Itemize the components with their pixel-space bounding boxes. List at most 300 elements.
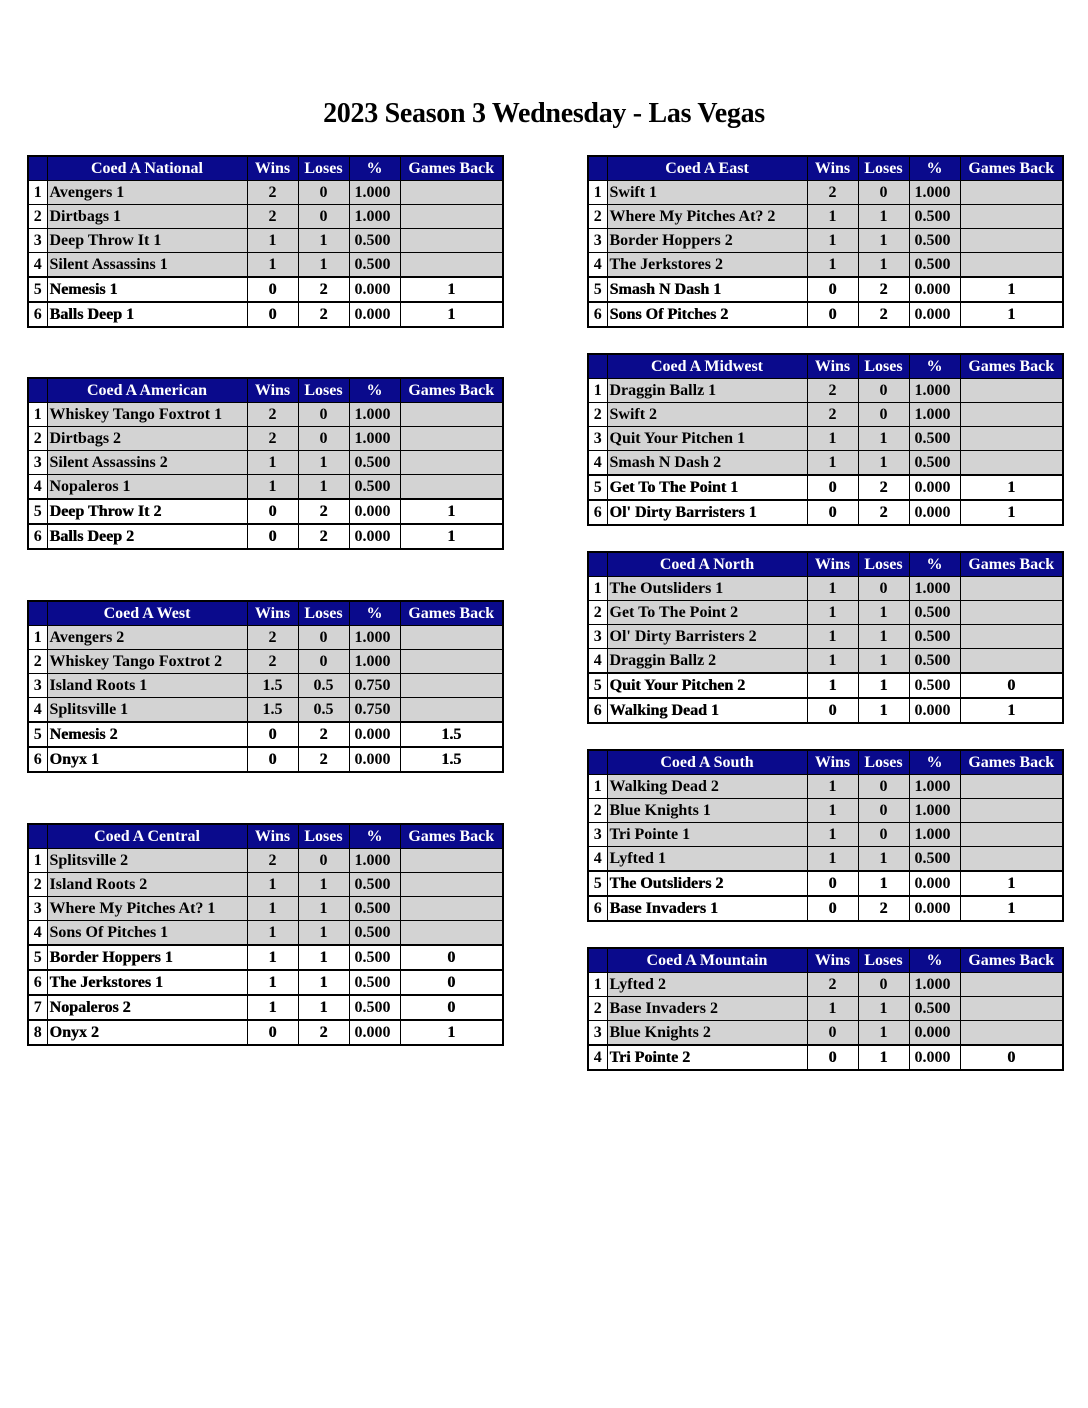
games-back-value [960, 379, 1063, 403]
wins-header: Wins [247, 824, 298, 849]
table-row [588, 973, 1063, 997]
table-row [28, 229, 503, 253]
table-row [588, 698, 1063, 723]
wins-value: 0 [807, 475, 858, 500]
team-name: Dirtbags 1 [47, 205, 247, 229]
pct-value: 0.000 [909, 475, 960, 500]
wins-value: 0 [247, 499, 298, 524]
team-name: Base Invaders 1 [607, 896, 807, 921]
team-name: Nopaleros 2 [47, 995, 247, 1020]
rank-cell: 5 [588, 871, 607, 896]
table-row [588, 427, 1063, 451]
rank-cell: 6 [588, 500, 607, 525]
games-back-value: 1 [960, 277, 1063, 302]
team-name: Blue Knights 2 [607, 1021, 807, 1046]
games-back-value [960, 205, 1063, 229]
loses-value: 1 [298, 475, 349, 500]
division-name: Coed A National [47, 156, 247, 181]
division-name: Coed A Mountain [607, 948, 807, 973]
wins-value: 0 [247, 747, 298, 772]
loses-value: 0 [858, 775, 909, 799]
games-back-value [960, 799, 1063, 823]
rank-cell: 2 [588, 997, 607, 1021]
loses-value: 1 [298, 945, 349, 970]
table-row [588, 500, 1063, 525]
games-back-header: Games Back [960, 354, 1063, 379]
loses-value: 0 [858, 973, 909, 997]
table-row [588, 1021, 1063, 1046]
pct-value: 0.500 [909, 229, 960, 253]
team-name: Get To The Point 1 [607, 475, 807, 500]
rank-cell: 2 [28, 205, 47, 229]
pct-value: 1.000 [909, 181, 960, 205]
games-back-header: Games Back [400, 156, 503, 181]
pct-value: 1.000 [349, 181, 400, 205]
team-name: Draggin Ballz 2 [607, 649, 807, 674]
team-name: Splitsville 1 [47, 698, 247, 723]
loses-value: 0 [298, 181, 349, 205]
wins-value: 1 [807, 205, 858, 229]
pct-value: 0.000 [349, 747, 400, 772]
games-back-value [960, 181, 1063, 205]
wins-value: 1.5 [247, 674, 298, 698]
division-name: Coed A West [47, 601, 247, 626]
team-name: Quit Your Pitchen 1 [607, 427, 807, 451]
table-row [588, 871, 1063, 896]
pct-value: 1.000 [909, 403, 960, 427]
loses-header: Loses [858, 750, 909, 775]
rank-header [588, 354, 607, 379]
wins-value: 1 [807, 673, 858, 698]
loses-value: 0 [298, 403, 349, 427]
table-row [28, 499, 503, 524]
games-back-value [960, 625, 1063, 649]
rank-cell: 4 [588, 847, 607, 872]
wins-value: 0 [807, 1021, 858, 1046]
games-back-value [960, 997, 1063, 1021]
rank-cell: 3 [588, 823, 607, 847]
pct-header: % [909, 948, 960, 973]
division-name: Coed A North [607, 552, 807, 577]
table-row [588, 229, 1063, 253]
rank-header [28, 378, 47, 403]
rank-cell: 1 [588, 577, 607, 601]
pct-header: % [349, 601, 400, 626]
wins-header: Wins [247, 156, 298, 181]
table-row [588, 649, 1063, 674]
rank-cell: 1 [588, 181, 607, 205]
pct-value: 1.000 [349, 650, 400, 674]
wins-value: 1 [807, 799, 858, 823]
rank-header [588, 948, 607, 973]
table-row [28, 722, 503, 747]
team-name: Where My Pitches At? 1 [47, 897, 247, 921]
wins-value: 2 [247, 650, 298, 674]
loses-value: 1 [298, 970, 349, 995]
pct-header: % [909, 354, 960, 379]
games-back-value [960, 577, 1063, 601]
loses-value: 1 [858, 673, 909, 698]
wins-value: 2 [247, 427, 298, 451]
wins-value: 2 [247, 849, 298, 873]
team-name: Deep Throw It 2 [47, 499, 247, 524]
team-name: Tri Pointe 1 [607, 823, 807, 847]
table-row [28, 451, 503, 475]
loses-value: 1 [298, 873, 349, 897]
wins-value: 2 [807, 403, 858, 427]
wins-value: 0 [807, 302, 858, 327]
team-name: Walking Dead 1 [607, 698, 807, 723]
team-name: Ol' Dirty Barristers 2 [607, 625, 807, 649]
rank-cell: 3 [28, 451, 47, 475]
rank-header [588, 750, 607, 775]
team-name: Smash N Dash 2 [607, 451, 807, 476]
loses-value: 0 [298, 849, 349, 873]
rank-cell: 8 [28, 1020, 47, 1045]
standings-table-coed-a-national [27, 155, 504, 328]
loses-value: 0 [858, 379, 909, 403]
pct-value: 0.000 [909, 871, 960, 896]
loses-value: 1 [858, 847, 909, 872]
wins-value: 1 [247, 873, 298, 897]
loses-value: 2 [858, 277, 909, 302]
games-back-value [400, 698, 503, 723]
table-row [588, 253, 1063, 278]
wins-value: 1 [247, 475, 298, 500]
team-name: Swift 1 [607, 181, 807, 205]
games-back-value: 1 [960, 500, 1063, 525]
rank-cell: 7 [28, 995, 47, 1020]
team-name: The Jerkstores 2 [607, 253, 807, 278]
table-row [28, 524, 503, 549]
loses-value: 1 [858, 229, 909, 253]
table-row [28, 1020, 503, 1045]
rank-header [28, 824, 47, 849]
rank-cell: 4 [588, 451, 607, 476]
rank-cell: 4 [28, 253, 47, 278]
wins-value: 1 [807, 577, 858, 601]
wins-value: 1.5 [247, 698, 298, 723]
pct-value: 0.000 [349, 524, 400, 549]
standings-table-coed-a-mountain [587, 947, 1064, 1071]
loses-value: 2 [858, 500, 909, 525]
wins-value: 0 [247, 722, 298, 747]
pct-value: 1.000 [909, 799, 960, 823]
games-back-value: 1 [960, 302, 1063, 327]
games-back-value [400, 427, 503, 451]
wins-value: 2 [807, 379, 858, 403]
standings-table-coed-a-north [587, 551, 1064, 724]
team-name: Balls Deep 2 [47, 524, 247, 549]
team-name: Sons Of Pitches 2 [607, 302, 807, 327]
pct-value: 0.500 [349, 873, 400, 897]
loses-value: 1 [858, 601, 909, 625]
loses-value: 0 [858, 799, 909, 823]
pct-value: 1.000 [909, 775, 960, 799]
page-title: 2023 Season 3 Wednesday - Las Vegas [323, 98, 765, 129]
wins-value: 0 [807, 277, 858, 302]
rank-cell: 6 [28, 302, 47, 327]
games-back-header: Games Back [960, 750, 1063, 775]
team-name: Walking Dead 2 [607, 775, 807, 799]
pct-value: 0.000 [909, 1045, 960, 1070]
rank-cell: 3 [28, 229, 47, 253]
rank-cell: 3 [28, 674, 47, 698]
wins-value: 1 [807, 775, 858, 799]
games-back-value [960, 847, 1063, 872]
loses-value: 0 [858, 181, 909, 205]
wins-value: 1 [247, 229, 298, 253]
table-row [28, 873, 503, 897]
table-row [28, 698, 503, 723]
loses-header: Loses [858, 354, 909, 379]
team-name: Whiskey Tango Foxtrot 1 [47, 403, 247, 427]
rank-cell: 6 [28, 747, 47, 772]
games-back-value [400, 403, 503, 427]
wins-value: 2 [247, 205, 298, 229]
loses-value: 0.5 [298, 698, 349, 723]
table-row [588, 601, 1063, 625]
games-back-header: Games Back [400, 824, 503, 849]
loses-value: 1 [858, 1021, 909, 1046]
games-back-value [400, 873, 503, 897]
table-row [28, 475, 503, 500]
table-row [28, 945, 503, 970]
games-back-value: 1.5 [400, 722, 503, 747]
table-row [28, 849, 503, 873]
loses-header: Loses [298, 378, 349, 403]
table-row [28, 253, 503, 278]
loses-value: 1 [858, 871, 909, 896]
games-back-value: 1.5 [400, 747, 503, 772]
wins-value: 1 [247, 451, 298, 475]
header-row [588, 354, 1063, 379]
table-row [588, 847, 1063, 872]
pct-value: 0.500 [349, 229, 400, 253]
team-name: Swift 2 [607, 403, 807, 427]
games-back-value: 1 [960, 896, 1063, 921]
games-back-value [960, 1021, 1063, 1046]
team-name: Whiskey Tango Foxtrot 2 [47, 650, 247, 674]
team-name: Balls Deep 1 [47, 302, 247, 327]
loses-value: 0 [298, 626, 349, 650]
wins-value: 0 [807, 698, 858, 723]
pct-value: 1.000 [909, 577, 960, 601]
loses-value: 1 [298, 995, 349, 1020]
games-back-value [400, 650, 503, 674]
team-name: Border Hoppers 1 [47, 945, 247, 970]
team-name: Base Invaders 2 [607, 997, 807, 1021]
division-name: Coed A American [47, 378, 247, 403]
team-name: Quit Your Pitchen 2 [607, 673, 807, 698]
pct-value: 1.000 [349, 427, 400, 451]
table-row [28, 302, 503, 327]
table-row [588, 896, 1063, 921]
games-back-value: 1 [400, 302, 503, 327]
pct-value: 0.500 [909, 649, 960, 674]
pct-value: 0.500 [909, 673, 960, 698]
pct-header: % [909, 552, 960, 577]
games-back-value [960, 601, 1063, 625]
team-name: Splitsville 2 [47, 849, 247, 873]
table-row [588, 277, 1063, 302]
pct-value: 1.000 [909, 379, 960, 403]
rank-cell: 5 [28, 277, 47, 302]
rank-cell: 1 [28, 849, 47, 873]
wins-value: 0 [807, 871, 858, 896]
header-row [28, 601, 503, 626]
team-name: Nemesis 2 [47, 722, 247, 747]
rank-cell: 2 [28, 650, 47, 674]
table-row [588, 775, 1063, 799]
loses-value: 2 [298, 499, 349, 524]
standings-table-coed-a-west [27, 600, 504, 773]
rank-cell: 4 [588, 649, 607, 674]
games-back-value: 0 [960, 1045, 1063, 1070]
division-name: Coed A South [607, 750, 807, 775]
rank-cell: 5 [28, 945, 47, 970]
wins-value: 1 [807, 601, 858, 625]
division-name: Coed A Midwest [607, 354, 807, 379]
rank-cell: 3 [588, 229, 607, 253]
table-row [588, 205, 1063, 229]
rank-cell: 4 [588, 253, 607, 278]
loses-value: 2 [298, 277, 349, 302]
wins-value: 2 [247, 181, 298, 205]
rank-cell: 1 [588, 775, 607, 799]
rank-cell: 2 [588, 799, 607, 823]
wins-header: Wins [247, 601, 298, 626]
rank-cell: 1 [588, 973, 607, 997]
rank-cell: 5 [588, 277, 607, 302]
loses-value: 1 [298, 253, 349, 278]
loses-value: 2 [298, 524, 349, 549]
games-back-header: Games Back [400, 378, 503, 403]
loses-header: Loses [298, 601, 349, 626]
wins-value: 0 [247, 302, 298, 327]
rank-cell: 5 [588, 673, 607, 698]
pct-value: 0.500 [349, 945, 400, 970]
pct-value: 1.000 [909, 823, 960, 847]
pct-value: 1.000 [909, 973, 960, 997]
rank-cell: 6 [588, 302, 607, 327]
loses-value: 2 [298, 1020, 349, 1045]
rank-cell: 5 [28, 499, 47, 524]
loses-value: 1 [858, 427, 909, 451]
header-row [588, 552, 1063, 577]
pct-value: 0.000 [909, 500, 960, 525]
pct-value: 0.000 [909, 302, 960, 327]
table-row [588, 302, 1063, 327]
games-back-value [400, 674, 503, 698]
games-back-value [960, 403, 1063, 427]
games-back-value [400, 451, 503, 475]
loses-value: 1 [298, 451, 349, 475]
rank-cell: 5 [28, 722, 47, 747]
games-back-value: 1 [960, 698, 1063, 723]
pct-value: 0.500 [349, 475, 400, 500]
wins-header: Wins [807, 948, 858, 973]
table-row [28, 970, 503, 995]
loses-value: 1 [298, 229, 349, 253]
games-back-value [960, 649, 1063, 674]
team-name: Tri Pointe 2 [607, 1045, 807, 1070]
table-row [588, 799, 1063, 823]
rank-header [588, 552, 607, 577]
loses-header: Loses [858, 948, 909, 973]
pct-value: 1.000 [349, 205, 400, 229]
team-name: Smash N Dash 1 [607, 277, 807, 302]
loses-value: 0 [858, 403, 909, 427]
pct-header: % [909, 750, 960, 775]
wins-value: 0 [807, 500, 858, 525]
table-row [588, 451, 1063, 476]
games-back-value [960, 229, 1063, 253]
pct-value: 0.500 [909, 253, 960, 278]
games-back-value [960, 823, 1063, 847]
pct-value: 1.000 [349, 626, 400, 650]
team-name: Ol' Dirty Barristers 1 [607, 500, 807, 525]
loses-value: 0.5 [298, 674, 349, 698]
standings-table-coed-a-american [27, 377, 504, 550]
pct-value: 0.500 [909, 205, 960, 229]
division-name: Coed A Central [47, 824, 247, 849]
pct-header: % [909, 156, 960, 181]
team-name: Sons Of Pitches 1 [47, 921, 247, 946]
team-name: The Outsliders 1 [607, 577, 807, 601]
rank-cell: 4 [28, 921, 47, 946]
pct-header: % [349, 378, 400, 403]
games-back-value: 1 [400, 524, 503, 549]
table-row [588, 475, 1063, 500]
rank-cell: 4 [28, 475, 47, 500]
pct-value: 0.750 [349, 674, 400, 698]
rank-cell: 3 [588, 1021, 607, 1046]
loses-value: 0 [298, 427, 349, 451]
pct-value: 0.000 [349, 722, 400, 747]
header-row [28, 156, 503, 181]
rank-cell: 1 [28, 403, 47, 427]
header-row [28, 824, 503, 849]
loses-header: Loses [298, 824, 349, 849]
wins-value: 1 [247, 945, 298, 970]
pct-value: 0.000 [909, 698, 960, 723]
header-row [588, 750, 1063, 775]
team-name: Dirtbags 2 [47, 427, 247, 451]
pct-value: 0.500 [909, 427, 960, 451]
loses-value: 0 [858, 577, 909, 601]
team-name: Silent Assassins 2 [47, 451, 247, 475]
team-name: Onyx 2 [47, 1020, 247, 1045]
wins-value: 2 [247, 626, 298, 650]
loses-value: 1 [858, 997, 909, 1021]
team-name: Where My Pitches At? 2 [607, 205, 807, 229]
wins-value: 1 [247, 921, 298, 946]
wins-value: 1 [807, 427, 858, 451]
games-back-value: 0 [960, 673, 1063, 698]
rank-cell: 6 [588, 896, 607, 921]
pct-value: 0.000 [349, 302, 400, 327]
team-name: Onyx 1 [47, 747, 247, 772]
table-row [28, 921, 503, 946]
team-name: Lyfted 2 [607, 973, 807, 997]
standings-table-coed-a-south [587, 749, 1064, 922]
rank-header [28, 601, 47, 626]
table-row [28, 181, 503, 205]
pct-value: 1.000 [349, 849, 400, 873]
pct-value: 1.000 [349, 403, 400, 427]
rank-cell: 5 [588, 475, 607, 500]
